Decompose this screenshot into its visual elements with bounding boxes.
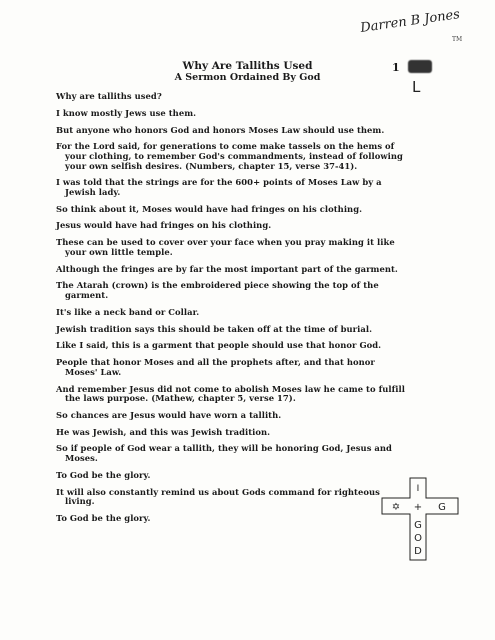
paragraph: For the Lord said, for generations to come make tassels on the hems of your clothing, to remember God's commandments, instead of following your own selfish desires. (Numbers, chapter 15, verse 37-41). <box>56 141 403 171</box>
handwritten-signature: Darren B Jones <box>359 7 461 36</box>
sermon-title: Why Are Talliths Used <box>182 60 313 72</box>
sermon-body <box>56 92 406 531</box>
paragraph: It will also constantly remind us about Gods command for righteous living. <box>56 486 380 507</box>
paragraph: It's like a neck band or Collar. <box>56 306 200 317</box>
paragraph: The Atarah (crown) is the embroidered piece showing the top of the garment. <box>56 280 379 300</box>
cross-letter-top: I <box>416 484 420 494</box>
paragraph: These can be used to cover over your face when you pray making it like your own little temple. <box>56 237 395 257</box>
paragraph: So chances are Jesus would have worn a tallith. <box>56 409 282 420</box>
paragraph: So think about it, Moses would have had fringes on his clothing. <box>56 203 363 214</box>
paragraph: I know mostly Jews use them. <box>56 107 197 118</box>
page-number: 1 <box>392 61 400 74</box>
cross-letter-d: D <box>414 546 422 557</box>
paragraph: To God be the glory. <box>56 469 151 480</box>
paragraph: He was Jewish, and this was Jewish tradition. <box>56 426 271 437</box>
cross-plus-sign: + <box>413 502 423 513</box>
cross-letter-right: G <box>438 502 446 513</box>
paragraph: But anyone who honors God and honors Moses Law should use them. <box>56 124 385 135</box>
handwritten-mark: L <box>412 78 421 96</box>
paragraph: I was told that the strings are for the 600+ points of Moses Law by a Jewish lady. <box>56 177 382 197</box>
sermon-subtitle: A Sermon Ordained By God <box>174 72 321 83</box>
paragraph: People that honor Moses and all the prophets after, and that honor Moses' Law. <box>56 357 375 377</box>
paragraph: Although the fringes are by far the most important part of the garment. <box>56 263 398 274</box>
paragraph: Jewish tradition says this should be taken off at the time of burial. <box>56 323 373 334</box>
paragraph: So if people of God wear a tallith, they will be honoring God, Jesus and Moses. <box>56 443 392 464</box>
paragraph: And remember Jesus did not come to abolish Moses law he came to fulfill the laws purpose. (Mathew, chapter 5, verse 17). <box>56 383 405 404</box>
hand-drawn-cross <box>378 474 468 564</box>
signature-mark: TM <box>452 36 463 43</box>
paragraph: Jesus would have had fringes on his clothing. <box>56 220 272 231</box>
cross-letter-g: G <box>414 520 422 531</box>
paragraph: To God be the glory. <box>56 512 151 523</box>
paragraph: Like I said, this is a garment that people should use that honor God. <box>56 340 382 351</box>
paragraph: Why are talliths used? <box>56 91 162 101</box>
star-of-david-icon: ✡ <box>391 502 401 513</box>
cross-letter-o: O <box>414 533 422 544</box>
